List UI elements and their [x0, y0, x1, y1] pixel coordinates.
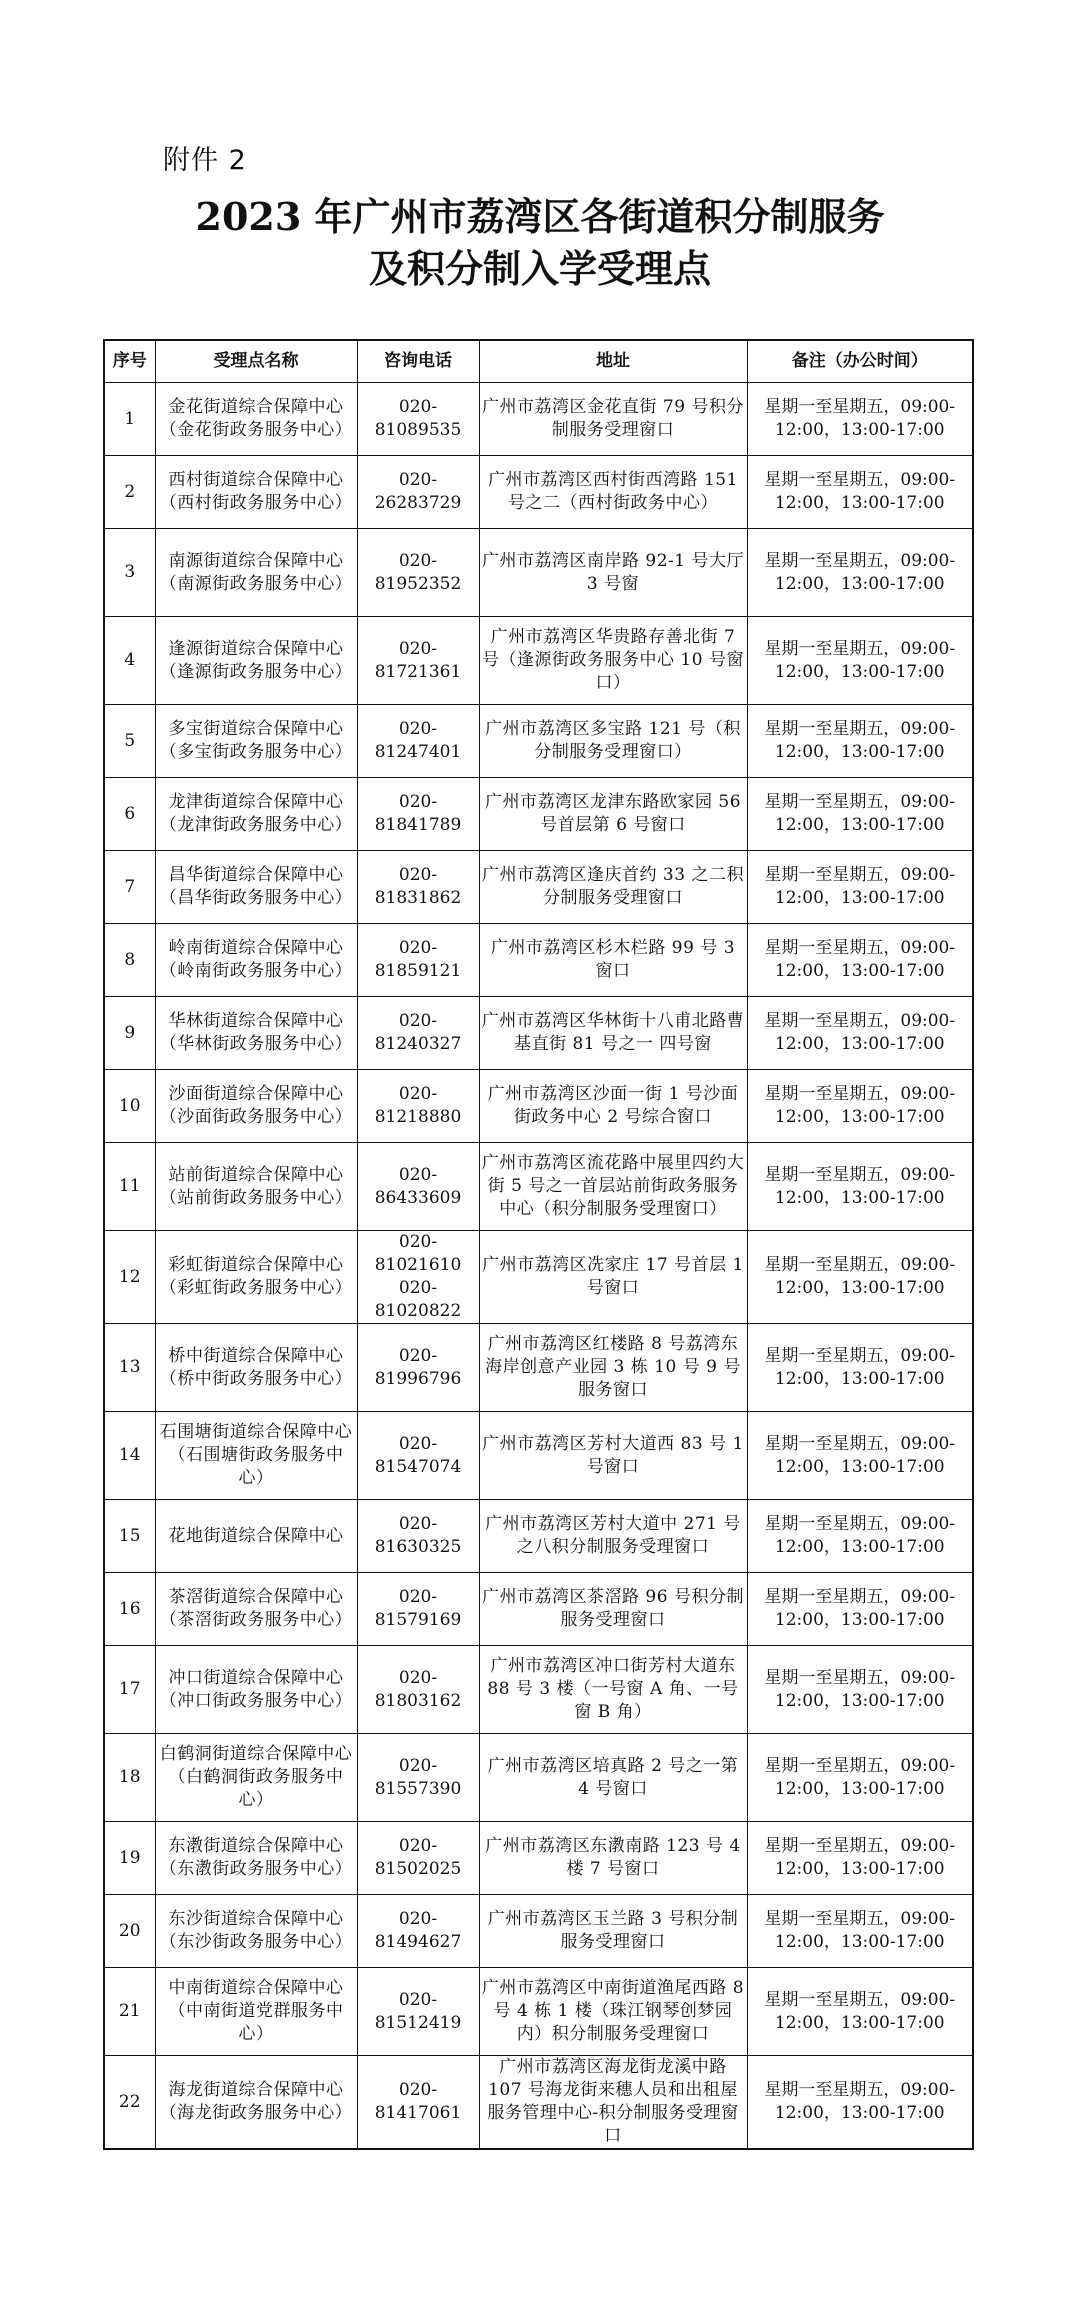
cell-note: 星期一至星期五，09:00-12:00，13:00-17:00	[747, 924, 973, 997]
cell-note: 星期一至星期五，09:00-12:00，13:00-17:00	[747, 529, 973, 617]
cell-note: 星期一至星期五，09:00-12:00，13:00-17:00	[747, 778, 973, 851]
cell-address: 广州市荔湾区海龙街龙溪中路 107 号海龙街来穗人员和出租屋服务管理中心-积分制服务受理窗口	[479, 2056, 747, 2150]
cell-name: 南源街道综合保障中心（南源街政务服务中心）	[155, 529, 357, 617]
table-header-row	[104, 340, 973, 383]
cell-phone: 020-81996796	[357, 1324, 479, 1412]
cell-address: 广州市荔湾区西村街西湾路 151 号之二（西村街政务中心）	[479, 456, 747, 529]
cell-serial: 4	[104, 617, 155, 705]
cell-address: 广州市荔湾区冼家庄 17 号首层 1 号窗口	[479, 1231, 747, 1324]
cell-address: 广州市荔湾区芳村大道中 271 号之八积分制服务受理窗口	[479, 1500, 747, 1573]
cell-note: 星期一至星期五，09:00-12:00，13:00-17:00	[747, 1646, 973, 1734]
cell-address: 广州市荔湾区逢庆首约 33 之二积分制服务受理窗口	[479, 851, 747, 924]
cell-serial: 3	[104, 529, 155, 617]
cell-serial: 1	[104, 383, 155, 456]
cell-name: 中南街道综合保障中心（中南街道党群服务中心）	[155, 1968, 357, 2056]
cell-serial: 7	[104, 851, 155, 924]
cell-note: 星期一至星期五，09:00-12:00，13:00-17:00	[747, 1324, 973, 1412]
cell-phone: 020-26283729	[357, 456, 479, 529]
table-row	[104, 851, 973, 924]
cell-phone: 020-81859121	[357, 924, 479, 997]
cell-address: 广州市荔湾区东漖南路 123 号 4 楼 7 号窗口	[479, 1822, 747, 1895]
cell-name: 茶滘街道综合保障中心（茶滘街政务服务中心）	[155, 1573, 357, 1646]
cell-address: 广州市荔湾区沙面一街 1 号沙面街政务中心 2 号综合窗口	[479, 1070, 747, 1143]
cell-address: 广州市荔湾区龙津东路欧家园 56 号首层第 6 号窗口	[479, 778, 747, 851]
table-row	[104, 1412, 973, 1500]
cell-serial: 22	[104, 2056, 155, 2150]
header-address: 地址	[479, 340, 747, 383]
cell-name: 东漖街道综合保障中心（东漖街政务服务中心）	[155, 1822, 357, 1895]
cell-note: 星期一至星期五，09:00-12:00，13:00-17:00	[747, 1968, 973, 2056]
cell-address: 广州市荔湾区南岸路 92-1 号大厅 3 号窗	[479, 529, 747, 617]
cell-note: 星期一至星期五，09:00-12:00，13:00-17:00	[747, 456, 973, 529]
cell-phone: 020-81579169	[357, 1573, 479, 1646]
cell-serial: 13	[104, 1324, 155, 1412]
table-row	[104, 2056, 973, 2150]
table-row	[104, 1895, 973, 1968]
table-row	[104, 1231, 973, 1324]
cell-phone: 020-81247401	[357, 705, 479, 778]
table-row	[104, 778, 973, 851]
cell-address: 广州市荔湾区流花路中展里四约大街 5 号之一首层站前街政务服务中心（积分制服务受理窗口）	[479, 1143, 747, 1231]
cell-phone: 020-81721361	[357, 617, 479, 705]
cell-address: 广州市荔湾区金花直街 79 号积分制服务受理窗口	[479, 383, 747, 456]
cell-phone: 020-81831862	[357, 851, 479, 924]
cell-address: 广州市荔湾区玉兰路 3 号积分制服务受理窗口	[479, 1895, 747, 1968]
cell-note: 星期一至星期五，09:00-12:00，13:00-17:00	[747, 997, 973, 1070]
cell-name: 站前街道综合保障中心（站前街政务服务中心）	[155, 1143, 357, 1231]
cell-name: 西村街道综合保障中心（西村街政务服务中心）	[155, 456, 357, 529]
acceptance-points-table	[103, 339, 974, 2150]
cell-name: 华林街道综合保障中心（华林街政务服务中心）	[155, 997, 357, 1070]
cell-phone: 020-81952352	[357, 529, 479, 617]
cell-name: 多宝街道综合保障中心（多宝街政务服务中心）	[155, 705, 357, 778]
cell-note: 星期一至星期五，09:00-12:00，13:00-17:00	[747, 2056, 973, 2150]
cell-name: 金花街道综合保障中心（金花街政务服务中心）	[155, 383, 357, 456]
cell-serial: 11	[104, 1143, 155, 1231]
table-row	[104, 1143, 973, 1231]
table-row	[104, 383, 973, 456]
cell-serial: 2	[104, 456, 155, 529]
cell-name: 海龙街道综合保障中心（海龙街政务服务中心）	[155, 2056, 357, 2150]
attachment-label: 附件 2	[163, 145, 247, 176]
header-phone: 咨询电话	[357, 340, 479, 383]
cell-serial: 16	[104, 1573, 155, 1646]
cell-phone: 020-81240327	[357, 997, 479, 1070]
cell-name: 白鹤洞街道综合保障中心（白鹤洞街政务服务中心）	[155, 1734, 357, 1822]
table-row	[104, 1822, 973, 1895]
cell-name: 桥中街道综合保障中心（桥中街政务服务中心）	[155, 1324, 357, 1412]
cell-address: 广州市荔湾区冲口街芳村大道东 88 号 3 楼（一号窗 A 角、一号窗 B 角）	[479, 1646, 747, 1734]
table-row	[104, 1070, 973, 1143]
cell-name: 昌华街道综合保障中心（昌华街政务服务中心）	[155, 851, 357, 924]
cell-note: 星期一至星期五，09:00-12:00，13:00-17:00	[747, 1573, 973, 1646]
cell-address: 广州市荔湾区华林街十八甫北路曹基直街 81 号之一 四号窗	[479, 997, 747, 1070]
cell-note: 星期一至星期五，09:00-12:00，13:00-17:00	[747, 1822, 973, 1895]
table-row	[104, 1734, 973, 1822]
header-name: 受理点名称	[155, 340, 357, 383]
cell-serial: 9	[104, 997, 155, 1070]
table-row	[104, 1573, 973, 1646]
cell-note: 星期一至星期五，09:00-12:00，13:00-17:00	[747, 1070, 973, 1143]
cell-note: 星期一至星期五，09:00-12:00，13:00-17:00	[747, 1143, 973, 1231]
cell-phone: 020-81417061	[357, 2056, 479, 2150]
table-row	[104, 1324, 973, 1412]
cell-phone: 020-81512419	[357, 1968, 479, 2056]
cell-note: 星期一至星期五，09:00-12:00，13:00-17:00	[747, 1895, 973, 1968]
cell-serial: 19	[104, 1822, 155, 1895]
cell-address: 广州市荔湾区多宝路 121 号（积分制服务受理窗口）	[479, 705, 747, 778]
cell-address: 广州市荔湾区中南街道渔尾西路 8 号 4 栋 1 楼（珠江钢琴创梦园内）积分制服务受理窗口	[479, 1968, 747, 2056]
cell-phone: 020-81218880	[357, 1070, 479, 1143]
cell-note: 星期一至星期五，09:00-12:00，13:00-17:00	[747, 1500, 973, 1573]
cell-serial: 20	[104, 1895, 155, 1968]
cell-serial: 10	[104, 1070, 155, 1143]
cell-name: 沙面街道综合保障中心（沙面街政务服务中心）	[155, 1070, 357, 1143]
cell-phone: 020-81547074	[357, 1412, 479, 1500]
document-title-line-1: 2023 年广州市荔湾区各街道积分制服务	[195, 194, 885, 239]
cell-address: 广州市荔湾区杉木栏路 99 号 3 窗口	[479, 924, 747, 997]
cell-address: 广州市荔湾区华贵路存善北街 7 号（逢源街政务服务中心 10 号窗口）	[479, 617, 747, 705]
cell-phone: 020-86433609	[357, 1143, 479, 1231]
header-note: 备注（办公时间）	[747, 340, 973, 383]
cell-serial: 12	[104, 1231, 155, 1324]
cell-name: 花地街道综合保障中心	[155, 1500, 357, 1573]
cell-serial: 17	[104, 1646, 155, 1734]
table-row	[104, 1968, 973, 2056]
cell-phone: 020-81089535	[357, 383, 479, 456]
cell-serial: 18	[104, 1734, 155, 1822]
cell-note: 星期一至星期五，09:00-12:00，13:00-17:00	[747, 705, 973, 778]
cell-name: 彩虹街道综合保障中心（彩虹街政务服务中心）	[155, 1231, 357, 1324]
table-body	[104, 383, 973, 2150]
cell-phone: 020-81021610 020-81020822	[357, 1231, 479, 1324]
cell-name: 冲口街道综合保障中心（冲口街政务服务中心）	[155, 1646, 357, 1734]
cell-serial: 15	[104, 1500, 155, 1573]
table-row	[104, 456, 973, 529]
cell-phone: 020-81841789	[357, 778, 479, 851]
cell-note: 星期一至星期五，09:00-12:00，13:00-17:00	[747, 1412, 973, 1500]
cell-note: 星期一至星期五，09:00-12:00，13:00-17:00	[747, 851, 973, 924]
table-row	[104, 1500, 973, 1573]
cell-serial: 21	[104, 1968, 155, 2056]
cell-name: 逢源街道综合保障中心（逢源街政务服务中心）	[155, 617, 357, 705]
cell-address: 广州市荔湾区红楼路 8 号荔湾东海岸创意产业园 3 栋 10 号 9 号服务窗口	[479, 1324, 747, 1412]
cell-serial: 5	[104, 705, 155, 778]
cell-address: 广州市荔湾区培真路 2 号之一第 4 号窗口	[479, 1734, 747, 1822]
cell-name: 石围塘街道综合保障中心（石围塘街政务服务中心）	[155, 1412, 357, 1500]
cell-name: 东沙街道综合保障中心（东沙街政务服务中心）	[155, 1895, 357, 1968]
cell-address: 广州市荔湾区芳村大道西 83 号 1 号窗口	[479, 1412, 747, 1500]
table-row	[104, 924, 973, 997]
document-title-line-2: 及积分制入学受理点	[368, 246, 711, 291]
table-row	[104, 617, 973, 705]
table-row	[104, 705, 973, 778]
cell-serial: 14	[104, 1412, 155, 1500]
cell-note: 星期一至星期五，09:00-12:00，13:00-17:00	[747, 1734, 973, 1822]
table-row	[104, 997, 973, 1070]
cell-note: 星期一至星期五，09:00-12:00，13:00-17:00	[747, 617, 973, 705]
cell-serial: 6	[104, 778, 155, 851]
header-serial: 序号	[104, 340, 155, 383]
cell-phone: 020-81630325	[357, 1500, 479, 1573]
cell-phone: 020-81494627	[357, 1895, 479, 1968]
cell-address: 广州市荔湾区茶滘路 96 号积分制服务受理窗口	[479, 1573, 747, 1646]
cell-phone: 020-81502025	[357, 1822, 479, 1895]
table-row	[104, 1646, 973, 1734]
cell-serial: 8	[104, 924, 155, 997]
cell-note: 星期一至星期五，09:00-12:00，13:00-17:00	[747, 1231, 973, 1324]
cell-phone: 020-81803162	[357, 1646, 479, 1734]
cell-note: 星期一至星期五，09:00-12:00，13:00-17:00	[747, 383, 973, 456]
cell-phone: 020-81557390	[357, 1734, 479, 1822]
cell-name: 龙津街道综合保障中心（龙津街政务服务中心）	[155, 778, 357, 851]
cell-name: 岭南街道综合保障中心（岭南街政务服务中心）	[155, 924, 357, 997]
table-row	[104, 529, 973, 617]
